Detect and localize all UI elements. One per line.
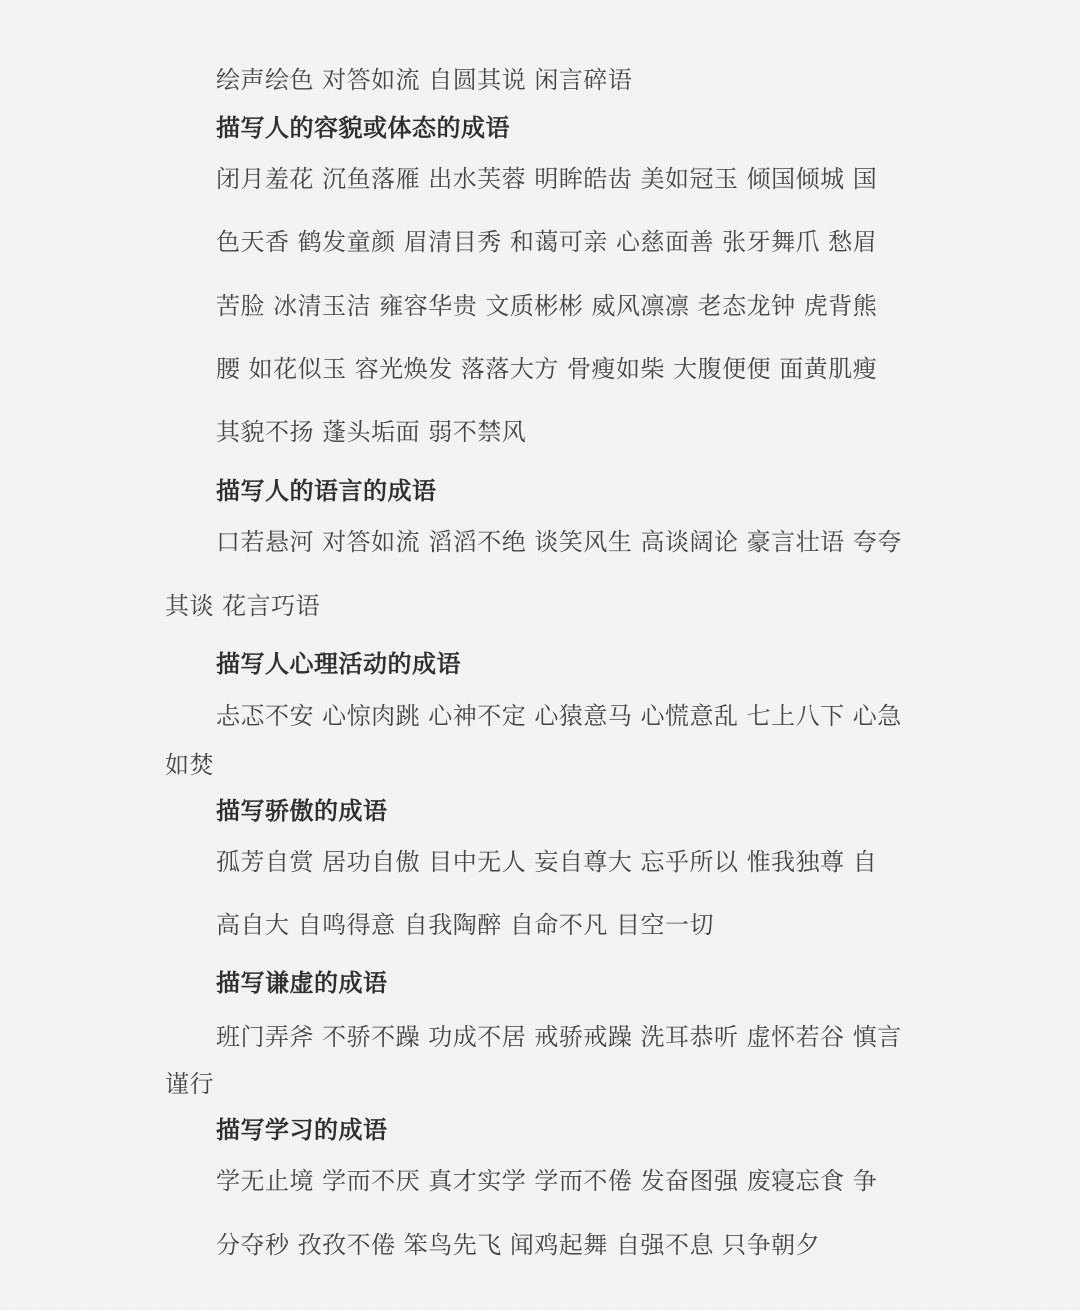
section-heading-learning: 描写学习的成语 (216, 1116, 388, 1144)
text-line: 班门弄斧 不骄不躁 功成不居 戒骄戒躁 洗耳恭听 虚怀若谷 慎言 (216, 1023, 902, 1051)
text-line: 孤芳自赏 居功自傲 目中无人 妄自尊大 忘乎所以 惟我独尊 自 (216, 848, 878, 876)
text-line: 其貌不扬 蓬头垢面 弱不禁风 (216, 418, 527, 446)
section-heading-arrogance: 描写骄傲的成语 (216, 797, 388, 825)
text-line: 分夺秒 孜孜不倦 笨鸟先飞 闻鸡起舞 自强不息 只争朝夕 (216, 1231, 821, 1259)
section-heading-modesty: 描写谦虚的成语 (216, 969, 388, 997)
text-line: 谨行 (165, 1070, 214, 1098)
section-heading-language: 描写人的语言的成语 (216, 477, 437, 505)
text-line: 色天香 鹤发童颜 眉清目秀 和蔼可亲 心慈面善 张牙舞爪 愁眉 (216, 228, 878, 256)
text-line: 忐忑不安 心惊肉跳 心神不定 心猿意马 心慌意乱 七上八下 心急 (216, 702, 902, 730)
text-line: 高自大 自鸣得意 自我陶醉 自命不凡 目空一切 (216, 911, 715, 939)
text-line: 腰 如花似玉 容光焕发 落落大方 骨瘦如柴 大腹便便 面黄肌瘦 (216, 355, 878, 383)
text-line: 如焚 (165, 751, 214, 779)
text-line: 苦脸 冰清玉洁 雍容华贵 文质彬彬 威风凛凛 老态龙钟 虎背熊 (216, 292, 878, 320)
text-line: 口若悬河 对答如流 滔滔不绝 谈笑风生 高谈阔论 豪言壮语 夸夸 (216, 528, 902, 556)
text-line: 其谈 花言巧语 (165, 592, 321, 620)
section-heading-appearance: 描写人的容貌或体态的成语 (216, 114, 510, 142)
text-line: 学无止境 学而不厌 真才实学 学而不倦 发奋图强 废寝忘食 争 (216, 1167, 878, 1195)
text-line: 闭月羞花 沉鱼落雁 出水芙蓉 明眸皓齿 美如冠玉 倾国倾城 国 (216, 165, 878, 193)
section-heading-psychology: 描写人心理活动的成语 (216, 650, 461, 678)
text-line: 绘声绘色 对答如流 自圆其说 闲言碎语 (216, 66, 633, 94)
